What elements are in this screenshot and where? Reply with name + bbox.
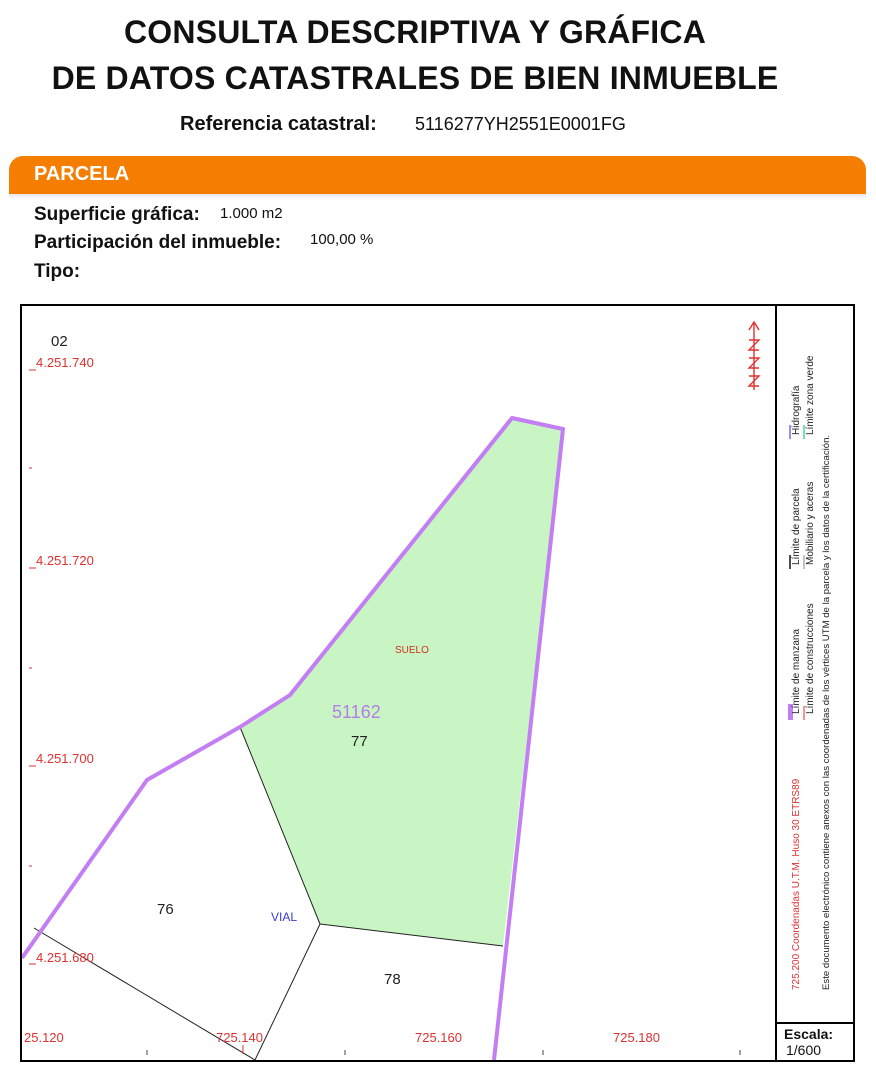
legend-coords-note: 725.200 Coordenadas U.T.M. Huso 30 ETRS89 — [791, 778, 802, 990]
ref-label: Referencia catastral: — [180, 113, 377, 135]
title-line-1: CONSULTA DESCRIPTIVA Y GRÁFICA — [123, 14, 707, 50]
parcel-boundary-76-78 — [255, 924, 320, 1060]
participacion-value: 100,00 % — [310, 231, 374, 248]
map-corner-label: 02 — [51, 333, 68, 350]
tipo-label: Tipo: — [34, 261, 81, 282]
y-coord-label: 4.251.680 — [36, 950, 94, 965]
suelo-label: SUELO — [395, 645, 429, 656]
vial-label: VIAL — [271, 910, 298, 924]
legend-manzana: Límite de manzana — [791, 628, 802, 714]
x-coord-label: 725.140 — [216, 1030, 263, 1045]
scale-label: Escala: — [784, 1026, 834, 1042]
ref-value: 5116277YH2551E0001FG — [415, 114, 626, 134]
parcel-76-label: 76 — [157, 901, 174, 918]
title-line-2: DE DATOS CATASTRALES DE BIEN INMUEBLE — [51, 60, 779, 96]
map-legend — [791, 300, 867, 990]
legend-doc-note: Este documento electrónico contiene anexos con las coordenadas de los vértices UTM de la parcela y los datos de la certificación. — [821, 434, 832, 990]
legend-hidrografia: Hidrografía — [791, 385, 802, 435]
x-coord-label: 725.160 — [415, 1030, 462, 1045]
x-coord-label: 725.180 — [613, 1030, 660, 1045]
participacion-label: Participación del inmueble: — [34, 232, 282, 253]
block-number: 51162 — [332, 702, 381, 722]
parcel-77-label: 77 — [351, 733, 368, 750]
superficie-value: 1.000 m2 — [220, 205, 283, 222]
legend-parcela: Límite de parcela — [791, 488, 802, 565]
legend-construcciones: Límite de construcciones — [805, 603, 816, 714]
x-coord-label: 25.120 — [24, 1030, 64, 1045]
superficie-label: Superficie gráfica: — [34, 204, 200, 225]
north-arrow-icon — [749, 322, 759, 390]
scale-value: 1/600 — [786, 1042, 822, 1058]
y-coord-label: 4.251.740 — [36, 355, 94, 370]
y-coord-label: 4.251.700 — [36, 751, 94, 766]
parcel-78-label: 78 — [384, 971, 401, 988]
section-title: PARCELA — [34, 163, 130, 185]
legend-mobiliario: Mobiliario y aceras — [805, 481, 816, 565]
legend-zona-verde: Límite zona verde — [805, 355, 816, 435]
y-coord-label: 4.251.720 — [36, 553, 94, 568]
